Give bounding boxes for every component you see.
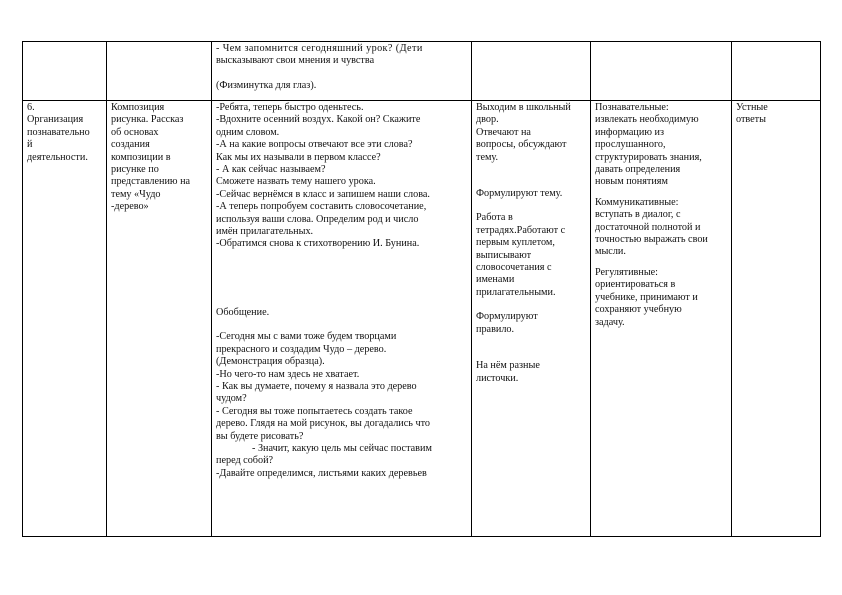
text-line: вступать в диалог, с [595,209,681,221]
text-line: - Значит, какую цель мы сейчас поставим [252,442,432,454]
spacer [476,299,586,311]
text-line: вы будете рисовать? [216,430,304,442]
text-line: давать определения [595,164,681,176]
text-line: Отвечают на [476,126,531,138]
text-line: -Давайте определимся, листьями каких деревьев [216,467,427,479]
text-line: мысли. [595,246,626,258]
text-line: первым куплетом, [476,237,555,249]
text-line: Устные [736,102,768,113]
uud-cell [591,101,732,537]
text-line: словосочетания с [476,262,552,274]
text-line: - Как вы думаете, почему я назвала это дерево [216,380,417,392]
text-line: структурировать знания, [595,151,702,163]
text-line: (Демонстрация образца). [216,356,325,368]
cognitive-uud [595,102,727,189]
text-line: сохраняют учебную [595,304,682,316]
text-line: й [27,139,33,151]
text-line: -Ребята, теперь быстро оденьтесь. [216,102,364,113]
communicative-uud [595,197,727,259]
text-line: об основах [111,126,159,138]
text-line: прекрасного и создадим Чудо – дерево. [216,343,387,355]
text-line: задачу. [595,316,625,328]
text-line: Сможете назвать тему нашего урока. [216,176,376,188]
text-line: рисунке по [111,164,159,176]
text-line: (Физминутка для глаз). [216,79,317,91]
text-line: одним словом. [216,126,280,138]
text-line: ответы [736,114,766,126]
text-line: Формулируют тему. [476,188,563,200]
text-line: ориентироваться в [595,279,676,291]
text-line: тему. [476,151,499,163]
text-line: чудом? [216,393,247,405]
text-line: 6. [27,102,35,113]
teacher-activity-cell [212,42,472,101]
text-line: -А теперь попробуем составить словосочетание, [216,201,427,213]
text-line: Формулируют [476,311,538,323]
text-line: -Сейчас вернёмся в класс и запишем наши слова. [216,188,430,200]
control-cell [732,101,821,537]
text-line: деятельности. [27,151,88,163]
text-line: -Но чего-то нам здесь не хватает. [216,368,360,380]
content-cell [107,42,212,101]
spacer [216,68,467,80]
text-line: познавательно [27,126,90,138]
text-line: Коммуникативные: [595,196,679,208]
text-line: новым понятиям [595,176,668,188]
text-line: Организация [27,114,84,126]
text-line: -дерево» [111,201,149,213]
text-line: учебнике, принимают и [595,291,698,303]
text-line: точностью выражать свои [595,234,708,246]
lesson-plan-table [22,41,821,537]
text-line: На нём разные [476,360,540,372]
stage-cell [23,101,107,537]
stage-cell [23,42,107,101]
text-line: имён прилагательных. [216,226,314,238]
text-line: -Обратимся снова к стихотворению И. Бунина. [216,238,420,250]
text-line: Выходим в школьный [476,102,571,113]
text-line: - А как сейчас называем? [216,164,326,176]
text-line: выписывают [476,249,532,261]
spacer [476,164,586,188]
text-line: извлекать необходимую [595,114,699,126]
text-line: вопросы, обсуждают [476,139,567,151]
spacer [476,200,586,212]
spacer [476,336,586,360]
text-line: тетрадях.Работают с [476,224,566,236]
table-row [23,42,821,101]
summary-heading: Обобщение. [216,306,270,318]
text-line: правило. [476,323,515,335]
text-line: создания [111,139,150,151]
text-line: - Чем запомнится сегодняшний урок? (Дети [216,43,423,54]
text-line: Регулятивные: [595,266,659,278]
text-line: перед собой? [216,455,274,467]
text-line: используя ваши слова. Определим род и число [216,213,419,225]
text-line: именами [476,274,515,286]
text-line: прослушанного, [595,139,666,151]
text-line: двор. [476,114,499,126]
text-line: композиции в [111,151,171,163]
student-activity-cell [472,101,591,537]
spacer [216,319,467,331]
text-line: -Сегодня мы с вами тоже будем творцами [216,331,397,343]
text-line: представлению на [111,176,191,188]
text-line: -А на какие вопросы отвечают все эти слова? [216,139,413,151]
text-line: Познавательные: [595,102,669,113]
table-row [23,101,821,537]
text-line: высказывают свои мнения и чувства [216,55,375,67]
text-line: прилагательными. [476,286,556,298]
control-cell [732,42,821,101]
student-activity-cell [472,42,591,101]
text-line: информацию из [595,126,664,138]
spacer [216,251,467,307]
text-line: тему «Чудо [111,188,161,200]
text-line: достаточной полнотой и [595,221,701,233]
text-line: -Вдохните осенний воздух. Какой он? Скажите [216,114,421,126]
content-cell [107,101,212,537]
regulatory-uud [595,267,727,329]
uud-cell [591,42,732,101]
teacher-activity-cell [212,101,472,537]
text-line: Композиция [111,102,165,113]
text-line: - Сегодня вы тоже попытаетесь создать такое [216,405,413,417]
text-line: листочки. [476,372,519,384]
text-line: дерево. Глядя на мой рисунок, вы догадались что [216,418,430,430]
text-line: рисунка. Рассказ [111,114,184,126]
text-line: Работа в [476,212,513,224]
text-line: Как мы их называли в первом классе? [216,151,381,163]
